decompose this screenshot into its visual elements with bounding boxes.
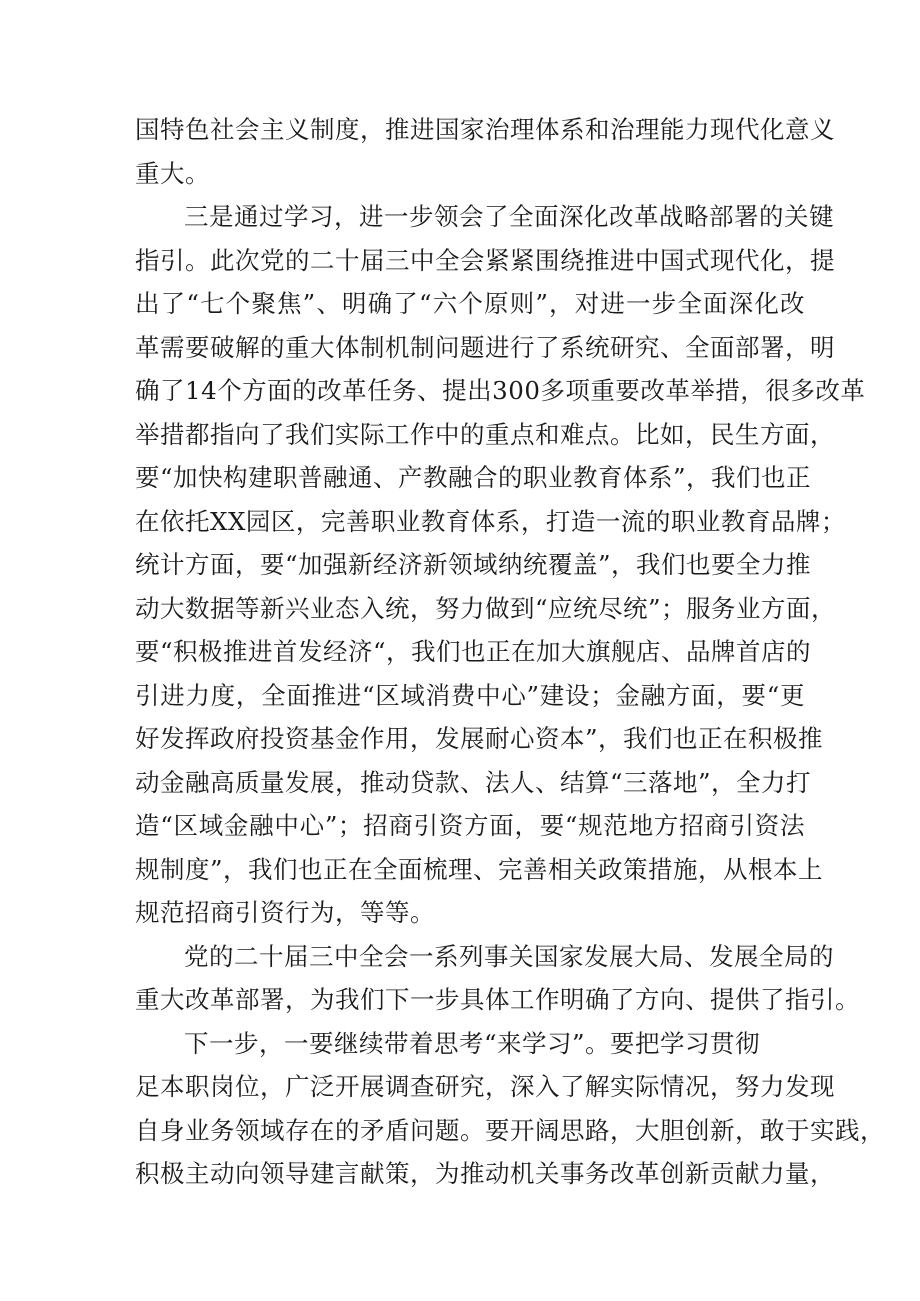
text-line: 动金融高质量发展，推动贷款、法人、结算“三落地”，全力打 (135, 767, 812, 797)
text-line: 引进力度，全面推进“区域消费中心”建设；金融方面，要“更 (135, 680, 805, 710)
text-line: 好发挥政府投资基金作用，发展耐心资本”，我们也正在积极推 (135, 724, 824, 753)
text-line: 重大改革部署，为我们下一步具体工作明确了方向、提供了指引。 (135, 985, 860, 1014)
text-line: 要“加快构建职普融通、产教融合的职业教育体系”，我们也正 (135, 463, 812, 492)
text-line: 造“区域金融中心”；招商引资方面，要“规范地方招商引资法 (135, 811, 805, 840)
text-line: 积极主动向领导建言献策，为推动机关事务改革创新贡献力量， (135, 1159, 835, 1188)
text-line: 指引。此次党的二十届三中全会紧紧围绕推进中国式现代化，提 (135, 245, 835, 275)
text-line: 确了14个方面的改革任务、提出300多项重要改革举措，很多改革 (135, 376, 866, 405)
text-line: 在依托XX园区，完善职业教育体系，打造一流的职业教育品牌； (135, 506, 846, 536)
paragraph-first-line: 党的二十届三中全会一系列事关国家发展大局、发展全局的 (184, 941, 834, 971)
text-line: 举措都指向了我们实际工作中的重点和难点。比如，民生方面， (135, 419, 835, 449)
document-body (135, 108, 885, 1196)
text-line: 国特色社会主义制度，推进国家治理体系和治理能力现代化意义 (135, 115, 835, 144)
text-line: 重大。 (135, 158, 210, 188)
text-line: 统计方面，要“加强新经济新领域纳统覆盖”，我们也要全力推 (135, 550, 812, 579)
text-line: 规制度”，我们也正在全面梳理、完善相关政策措施，从根本上 (135, 854, 824, 884)
text-line: 要“积极推进首发经济“，我们也正在加大旗舰店、品牌首店的 (135, 637, 812, 666)
text-line: 自身业务领域存在的矛盾问题。要开阔思路，大胆创新，敢于实践， (135, 1115, 885, 1145)
text-line: 足本职岗位，广泛开展调查研究，深入了解实际情况，努力发现 (135, 1072, 835, 1101)
text-line: 动大数据等新兴业态入统，努力做到“应统尽统”；服务业方面， (135, 593, 837, 623)
paragraph-first-line: 三是通过学习，进一步领会了全面深化改革战略部署的关键 (184, 202, 834, 231)
paragraph-first-line: 下一步，一要继续带着思考“来学习”。要把学习贯彻 (184, 1028, 761, 1058)
text-line: 出了“七个聚焦”、明确了“六个原则”，对进一步全面深化改 (135, 289, 805, 318)
text-line: 革需要破解的重大体制机制问题进行了系统研究、全面部署，明 (135, 332, 835, 362)
text-line: 规范招商引资行为，等等。 (135, 898, 435, 927)
